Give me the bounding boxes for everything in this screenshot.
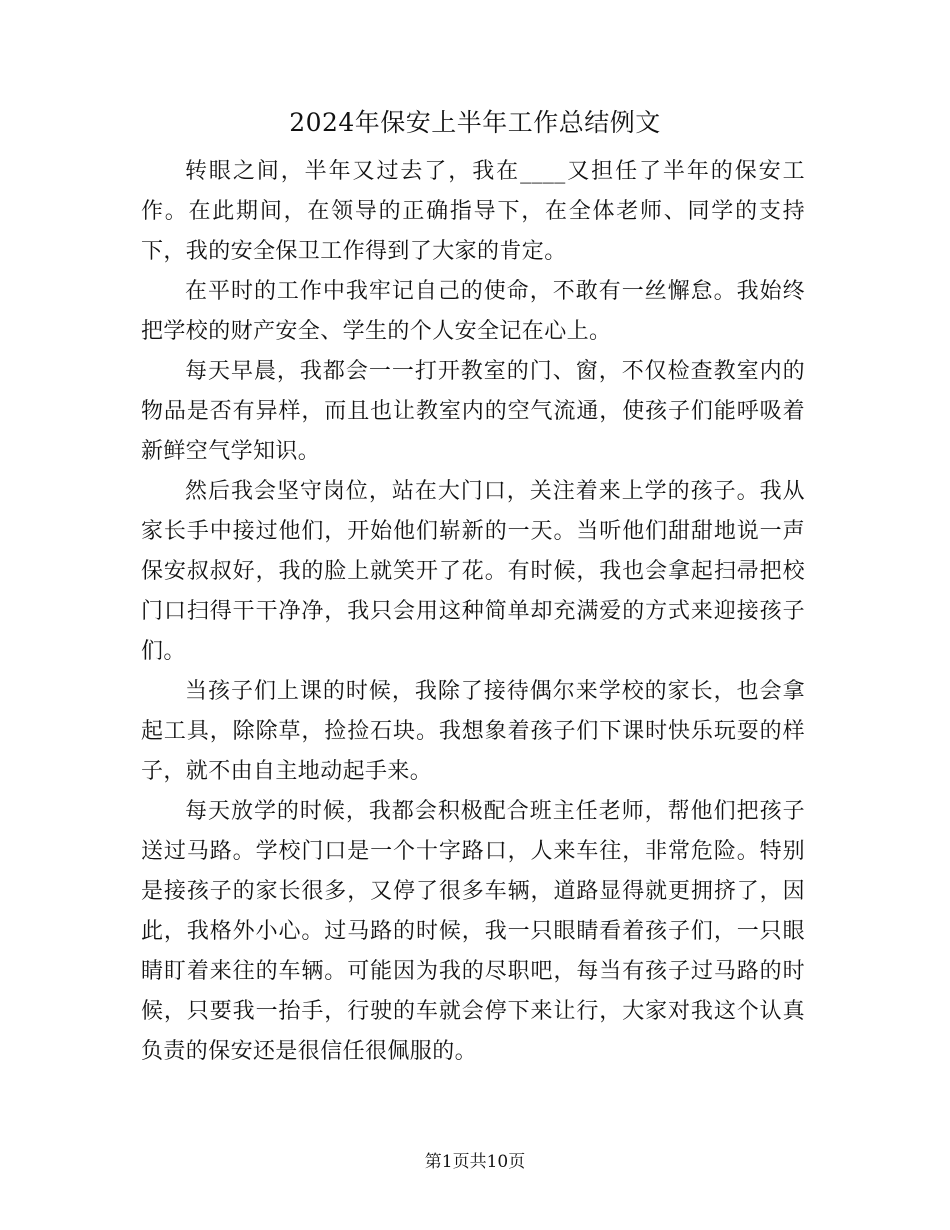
paragraph: 在平时的工作中我牢记自己的使命，不敢有一丝懈怠。我始终把学校的财产安全、学生的个人安全记在心上。 — [141, 279, 805, 344]
paragraph: 转眼之间，半年又过去了，我在____又担任了半年的保安工作。在此期间，在领导的正确指导下，在全体老师、同学的支持下，我的安全保卫工作得到了大家的肯定。 — [141, 159, 805, 264]
paragraph: 然后我会坚守岗位，站在大门口，关注着来上学的孩子。我从家长手中接过他们，开始他们崭新的一天。当听他们甜甜地说一声保安叔叔好，我的脸上就笑开了花。有时候，我也会拿起扫帚把校门口扫得干干净净，我只会用这种简单却充满爱的方式来迎接孩子们。 — [141, 479, 805, 664]
paragraph: 每天早晨，我都会一一打开教室的门、窗，不仅检查教室内的物品是否有异样，而且也让教室内的空气流通，使孩子们能呼吸着新鲜空气学知识。 — [141, 359, 805, 464]
document-title: 2024年保安上半年工作总结例文 — [289, 108, 661, 137]
paragraph: 每天放学的时候，我都会积极配合班主任老师，帮他们把孩子送过马路。学校门口是一个十字路口，人来车往，非常危险。特别是接孩子的家长很多，又停了很多车辆，道路显得就更拥挤了，因此，我格外小心。过马路的时候，我一只眼睛看着孩子们，一只眼睛盯着来往的车辆。可能因为我的尽职吧，每当有孩子过马路的时候，只要我一抬手，行驶的车就会停下来让行，大家对我这个认真负责的保安还是很信任很佩服的。 — [141, 799, 805, 1064]
paragraph: 当孩子们上课的时候，我除了接待偶尔来学校的家长，也会拿起工具，除除草，捡捡石块。我想象着孩子们下课时快乐玩耍的样子，就不由自主地动起手来。 — [141, 679, 805, 784]
page-number-footer: 第1页共10页 — [424, 1152, 526, 1172]
document-body — [141, 152, 805, 1072]
